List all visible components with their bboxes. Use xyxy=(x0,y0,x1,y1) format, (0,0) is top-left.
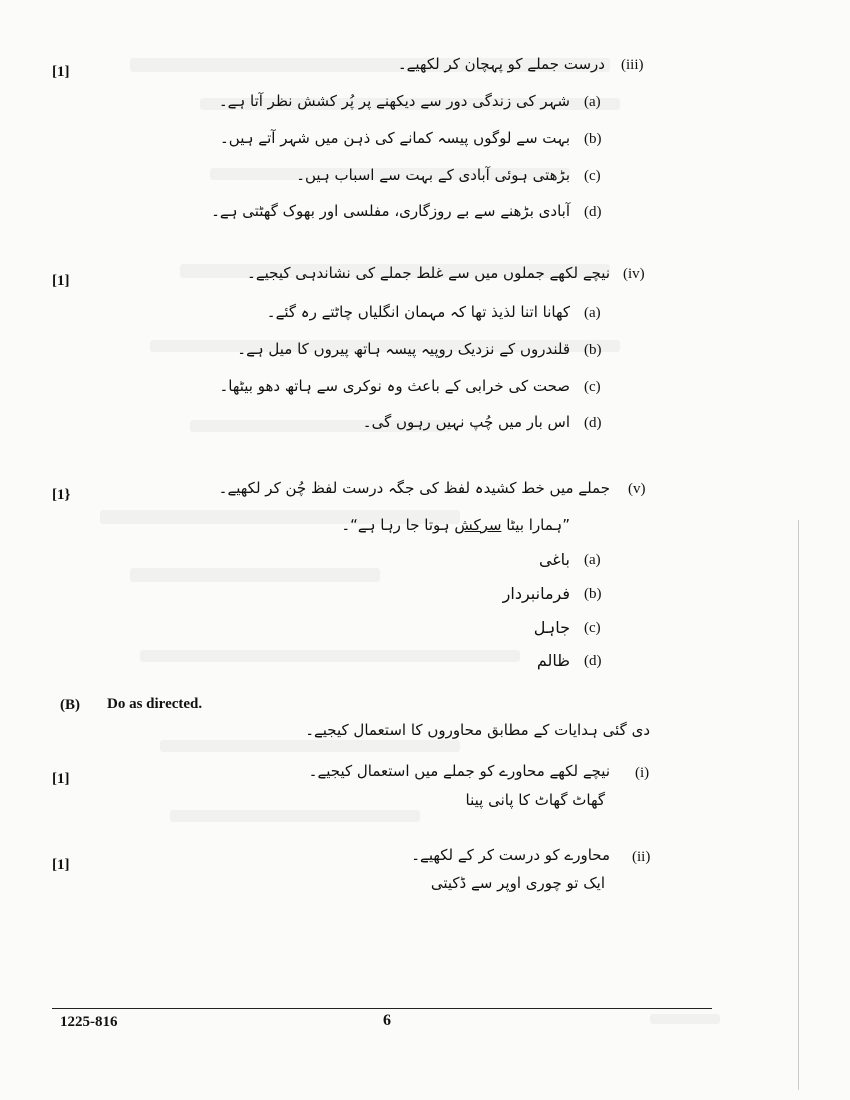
option-label-iv-a: (a) xyxy=(584,305,601,321)
section-b-label: (B) xyxy=(60,697,80,713)
question-number-v: (v) xyxy=(628,481,646,497)
instruction-b-i: نیچے لکھے محاورے کو جملے میں استعمال کیجیے۔ xyxy=(308,762,610,780)
option-label-v-a: (a) xyxy=(584,552,601,568)
question-number-iii: (iii) xyxy=(621,57,644,73)
option-text-iv-a: کھانا اتنا لذیذ تھا کہ مہمان انگلیاں چاٹتے رہ گئے۔ xyxy=(266,303,570,321)
option-label-iii-a: (a) xyxy=(584,94,601,110)
option-label-iv-b: (b) xyxy=(584,342,602,358)
option-text-v-a: باغی xyxy=(538,550,570,569)
option-label-iii-b: (b) xyxy=(584,131,602,147)
option-label-iv-d: (d) xyxy=(584,415,602,431)
quoted-sentence xyxy=(341,516,570,534)
option-text-iii-d: آبادی بڑھنے سے بے روزگاری، مفلسی اور بھوک گھٹتی ہے۔ xyxy=(211,202,570,220)
instruction-q-v: جملے میں خط کشیدہ لفظ کی جگہ درست لفظ چُن کر لکھیے۔ xyxy=(218,479,610,497)
option-text-iv-c: صحت کی خرابی کے باعث وہ نوکری سے ہاتھ دھو بیٹھا۔ xyxy=(219,377,570,395)
sentence-start: ”ہمارا بیٹا xyxy=(501,516,570,534)
underlined-word: سرکش xyxy=(454,516,502,534)
option-label-iii-c: (c) xyxy=(584,168,601,184)
marks-q-iii: [1] xyxy=(52,64,70,80)
option-text-iv-d: اس بار میں چُپ نہیں رہوں گی۔ xyxy=(362,413,570,431)
instruction-b-ii: محاورے کو درست کر کے لکھیے۔ xyxy=(411,846,610,864)
option-label-v-c: (c) xyxy=(584,620,601,636)
sentence-end: ہوتا جا رہا ہے“۔ xyxy=(341,516,455,534)
option-text-v-b: فرمانبردار xyxy=(502,584,570,603)
instruction-q-iii: درست جملے کو پہچان کر لکھیے۔ xyxy=(397,55,605,73)
marks-q-iv: [1] xyxy=(52,273,70,289)
idiom-b-ii: ایک تو چوری اوپر سے ڈکیتی xyxy=(430,874,605,892)
marks-b-i: [1] xyxy=(52,771,70,787)
option-label-v-b: (b) xyxy=(584,586,602,602)
question-number-b-i: (i) xyxy=(635,765,650,781)
option-text-iii-c: بڑھتی ہوئی آبادی کے بہت سے اسباب ہیں۔ xyxy=(296,166,570,184)
idiom-b-i: گھاٹ گھاٹ کا پانی پینا xyxy=(465,791,605,809)
paper-code: 1225-816 xyxy=(60,1014,118,1030)
question-number-b-ii: (ii) xyxy=(632,849,651,865)
marks-q-v: [1} xyxy=(52,487,71,503)
option-text-v-c: جاہل xyxy=(533,618,570,637)
question-number-iv: (iv) xyxy=(623,266,645,282)
section-b-title: Do as directed. xyxy=(107,696,203,712)
page-number: 6 xyxy=(383,1012,391,1029)
marks-b-ii: [1] xyxy=(52,857,70,873)
option-text-v-d: ظالم xyxy=(536,651,570,670)
footer-rule xyxy=(52,1008,712,1009)
option-label-iii-d: (d) xyxy=(584,204,602,220)
option-text-iii-a: شہر کی زندگی دور سے دیکھنے پر پُر کشش نظر آتا ہے۔ xyxy=(218,92,570,110)
option-text-iii-b: بہت سے لوگوں پیسہ کمانے کی ذہن میں شہر آتے ہیں۔ xyxy=(220,129,570,147)
option-label-v-d: (d) xyxy=(584,653,602,669)
option-text-iv-b: قلندروں کے نزدیک روپیہ پیسہ ہاتھ پیروں کا میل ہے۔ xyxy=(237,340,570,358)
option-label-iv-c: (c) xyxy=(584,379,601,395)
instruction-q-iv: نیچے لکھے جملوں میں سے غلط جملے کی نشاندہی کیجیے۔ xyxy=(247,264,610,282)
section-b-instruction: دی گئی ہدایات کے مطابق محاوروں کا استعمال کیجیے۔ xyxy=(305,721,650,739)
